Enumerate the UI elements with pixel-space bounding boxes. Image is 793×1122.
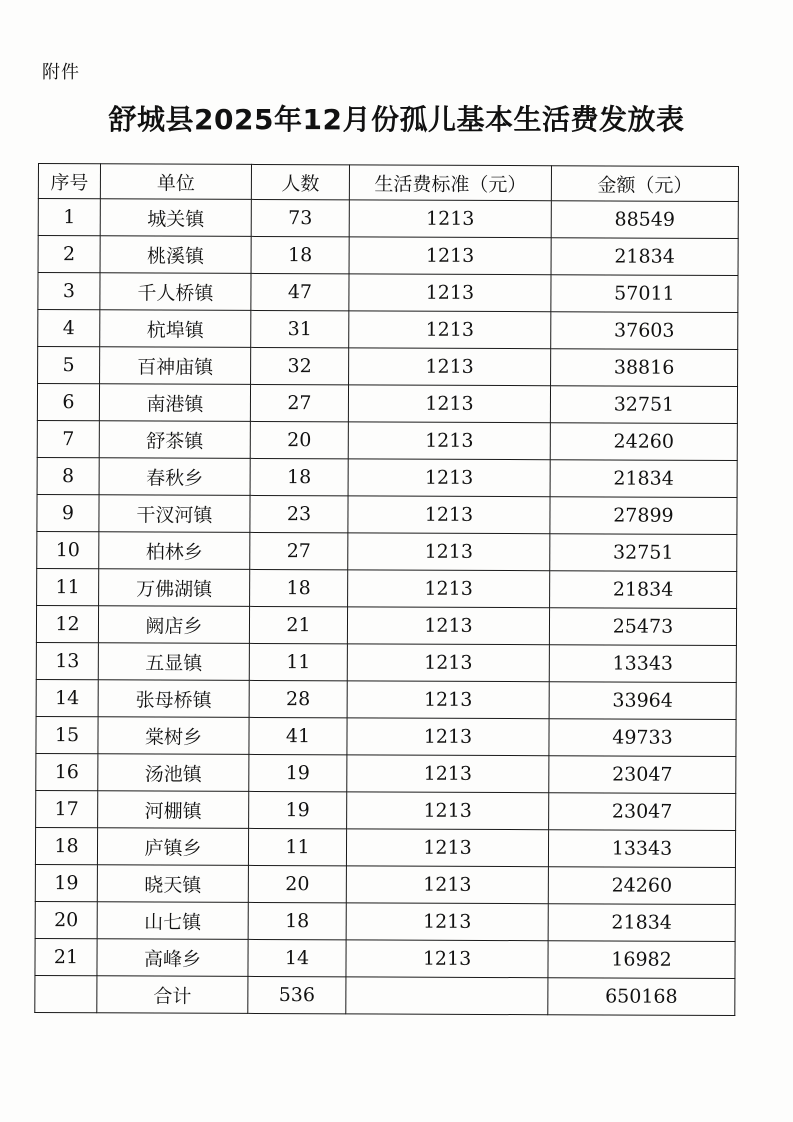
header-standard: 生活费标准（元）: [349, 165, 551, 201]
cell-seq: 4: [38, 310, 100, 347]
cell-amount: 88549: [551, 201, 738, 239]
table-row: [35, 938, 735, 978]
cell-count: 18: [250, 458, 348, 495]
table-row: [38, 347, 738, 387]
cell-count: 32: [251, 347, 349, 384]
cell-standard: [346, 977, 548, 1015]
cell-amount: 23047: [549, 793, 736, 831]
cell-amount: 21834: [551, 238, 738, 276]
cell-amount: 32751: [550, 534, 737, 572]
cell-seq: 11: [37, 568, 99, 605]
cell-amount: 33964: [549, 682, 736, 720]
cell-amount: 25473: [549, 608, 736, 646]
cell-unit: 河棚镇: [98, 791, 249, 829]
cell-count: 21: [249, 606, 347, 643]
allowance-table: [34, 163, 739, 1016]
table-row: [37, 420, 737, 460]
header-unit: 单位: [100, 164, 251, 200]
cell-unit: 柏林乡: [99, 532, 250, 570]
cell-count: 18: [251, 236, 349, 273]
table-row: [36, 605, 736, 645]
cell-seq: 2: [38, 236, 100, 273]
cell-count: 536: [248, 976, 346, 1013]
cell-count: 20: [248, 865, 346, 902]
cell-seq: 5: [38, 347, 100, 384]
cell-standard: 1213: [348, 385, 550, 423]
table-row: [36, 679, 736, 719]
cell-count: 31: [251, 310, 349, 347]
cell-count: 14: [248, 939, 346, 976]
cell-amount: 38816: [551, 349, 738, 387]
cell-unit: 春秋乡: [99, 458, 250, 496]
cell-seq: 13: [36, 642, 98, 679]
cell-unit: 高峰乡: [97, 939, 248, 977]
cell-seq: 20: [35, 901, 97, 938]
cell-unit: 棠树乡: [98, 717, 249, 755]
table-row: [36, 753, 736, 793]
table-row: [37, 494, 737, 534]
cell-count: 11: [248, 828, 346, 865]
cell-amount: 27899: [550, 497, 737, 535]
cell-seq: 10: [37, 531, 99, 568]
cell-unit: 汤池镇: [98, 754, 249, 792]
cell-amount: 32751: [550, 386, 737, 424]
cell-count: 20: [250, 421, 348, 458]
table-row: [36, 642, 736, 682]
cell-standard: 1213: [348, 496, 550, 534]
cell-seq: 1: [38, 199, 100, 236]
cell-count: 27: [250, 532, 348, 569]
attachment-label: 附件: [42, 62, 80, 83]
table-body: [35, 199, 739, 1016]
cell-amount: 21834: [548, 904, 735, 942]
cell-count: 19: [249, 754, 347, 791]
cell-amount: 13343: [548, 830, 735, 868]
cell-unit: 百神庙镇: [100, 347, 251, 385]
cell-seq: 15: [36, 716, 98, 753]
cell-amount: 57011: [551, 275, 738, 313]
cell-unit: 张母桥镇: [98, 680, 249, 718]
cell-standard: 1213: [347, 607, 549, 645]
cell-unit: 山七镇: [97, 902, 248, 940]
table-row: [37, 457, 737, 497]
cell-count: 28: [249, 680, 347, 717]
header-seq: 序号: [38, 164, 100, 199]
header-count: 人数: [251, 164, 349, 199]
cell-standard: 1213: [348, 459, 550, 497]
cell-unit: 阙店乡: [98, 606, 249, 644]
cell-standard: 1213: [347, 755, 549, 793]
table-row: [35, 901, 735, 941]
cell-amount: 37603: [551, 312, 738, 350]
cell-count: 23: [250, 495, 348, 532]
table-row: [38, 236, 738, 276]
table-row: [38, 310, 738, 350]
cell-unit: 舒茶镇: [99, 421, 250, 459]
table-row: [35, 827, 735, 867]
cell-seq: 16: [36, 753, 98, 790]
cell-unit: 杭埠镇: [100, 310, 251, 348]
cell-standard: 1213: [349, 311, 551, 349]
table-row: [36, 716, 736, 756]
cell-unit: 晓天镇: [97, 865, 248, 903]
cell-amount: 16982: [548, 941, 735, 979]
cell-seq: 14: [36, 679, 98, 716]
table-row: [37, 568, 737, 608]
cell-standard: 1213: [348, 570, 550, 608]
table-row: [38, 273, 738, 313]
table-row: [38, 199, 738, 239]
cell-standard: 1213: [348, 533, 550, 571]
table-row: [36, 790, 736, 830]
table-row: [35, 864, 735, 904]
cell-amount: 23047: [549, 756, 736, 794]
cell-amount: 24260: [550, 423, 737, 461]
cell-count: 19: [249, 791, 347, 828]
cell-seq: 3: [38, 273, 100, 310]
cell-standard: 1213: [346, 903, 548, 941]
cell-count: 18: [250, 569, 348, 606]
cell-amount: 21834: [550, 460, 737, 498]
cell-seq: 9: [37, 494, 99, 531]
cell-seq: 6: [37, 384, 99, 421]
cell-standard: 1213: [347, 792, 549, 830]
cell-standard: 1213: [346, 866, 548, 904]
cell-unit: 合计: [97, 976, 248, 1014]
cell-standard: 1213: [349, 348, 551, 386]
cell-seq: 17: [36, 790, 98, 827]
document-title: 舒城县2025年12月份孤儿基本生活费发放表: [108, 103, 685, 136]
cell-count: 18: [248, 902, 346, 939]
cell-unit: 干汊河镇: [99, 495, 250, 533]
table-header-row: [38, 164, 738, 202]
cell-unit: 五显镇: [98, 643, 249, 681]
cell-amount: 21834: [550, 571, 737, 609]
cell-seq: 8: [37, 457, 99, 494]
cell-unit: 城关镇: [100, 199, 251, 237]
cell-standard: 1213: [347, 644, 549, 682]
cell-standard: 1213: [348, 422, 550, 460]
cell-unit: 桃溪镇: [100, 236, 251, 274]
cell-seq: 18: [35, 827, 97, 864]
header-amount: 金额（元）: [551, 166, 738, 202]
cell-amount: 13343: [549, 645, 736, 683]
cell-unit: 万佛湖镇: [99, 569, 250, 607]
cell-seq: 12: [36, 605, 98, 642]
table-row: [37, 531, 737, 571]
cell-standard: 1213: [346, 829, 548, 867]
cell-count: 73: [251, 199, 349, 236]
cell-count: 41: [249, 717, 347, 754]
cell-standard: 1213: [349, 200, 551, 238]
cell-standard: 1213: [349, 274, 551, 312]
table-row: [37, 384, 737, 424]
cell-count: 27: [250, 384, 348, 421]
cell-seq: 7: [37, 420, 99, 457]
cell-seq: 19: [35, 864, 97, 901]
cell-unit: 南港镇: [99, 384, 250, 422]
cell-standard: 1213: [347, 681, 549, 719]
cell-count: 47: [251, 273, 349, 310]
cell-standard: 1213: [346, 940, 548, 978]
cell-seq: [35, 975, 97, 1012]
cell-standard: 1213: [347, 718, 549, 756]
cell-standard: 1213: [349, 237, 551, 275]
cell-amount: 24260: [548, 867, 735, 905]
cell-amount: 650168: [548, 978, 735, 1016]
cell-unit: 千人桥镇: [100, 273, 251, 311]
table-total-row: [35, 975, 735, 1015]
cell-amount: 49733: [549, 719, 736, 757]
cell-count: 11: [249, 643, 347, 680]
cell-unit: 庐镇乡: [97, 828, 248, 866]
cell-seq: 21: [35, 938, 97, 975]
